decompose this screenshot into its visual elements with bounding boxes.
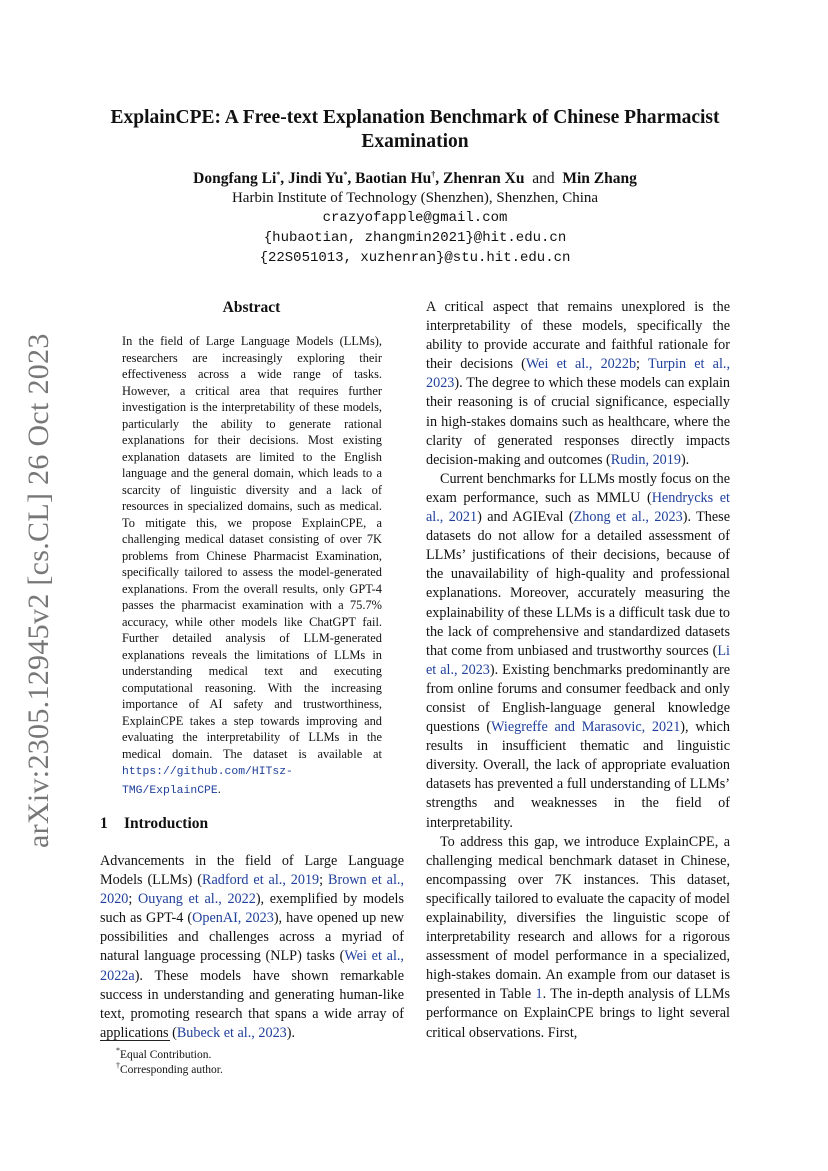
citation-link[interactable]: Wei et al., 2022b bbox=[525, 356, 637, 373]
arxiv-identifier: arXiv:2305.12945v2 [cs.CL] 26 Oct 2023 bbox=[22, 333, 55, 848]
paper-title bbox=[70, 106, 760, 154]
text: ), exemplified by models such as GPT-4 ( bbox=[100, 891, 404, 927]
affiliation: Harbin Institute of Technology (Shenzhen), Shenzhen, China bbox=[231, 190, 599, 206]
text: A critical aspect that remains unexplored is the interpretability of these models, specifically the ability to provide accurate and faithful rationale for their decisions ( bbox=[426, 299, 730, 373]
text: ; bbox=[319, 872, 328, 889]
citation-link[interactable]: Bubeck et al., 2023 bbox=[176, 1024, 287, 1041]
intro-paragraph bbox=[100, 852, 404, 1043]
citation-link[interactable]: Zhong et al., 2023 bbox=[573, 509, 683, 526]
footnote-text: Corresponding author. bbox=[120, 1063, 223, 1076]
dataset-link[interactable]: https://github.com/HITsz-TMG/ExplainCPE bbox=[122, 766, 293, 797]
author-name: Dongfang Li bbox=[193, 170, 277, 188]
citation-link[interactable]: Brown et al., 2020 bbox=[100, 872, 404, 908]
abstract-text bbox=[122, 333, 382, 799]
author-list: Dongfang Li*, Jindi Yu*, Baotian Hu†, Zhenran Xu and Min Zhang bbox=[193, 170, 637, 188]
abstract-period: . bbox=[217, 781, 221, 796]
text: ). Existing benchmarks predominantly are from online forums and consumer feedback and only consist of English-language general knowledge questions ( bbox=[426, 661, 730, 736]
right-column bbox=[426, 298, 730, 1043]
author-name: Zhenran Xu bbox=[443, 170, 525, 188]
citation-link[interactable]: Wiegreffe and Marasovic, 2021 bbox=[491, 719, 681, 736]
email-line: {22S051013, xuzhenran}@stu.hit.edu.cn bbox=[259, 250, 571, 266]
text: Current benchmarks for LLMs mostly focus on the exam performance, such as MMLU ( bbox=[426, 470, 730, 506]
text: ), have opened up new possibilities and challenges across a myriad of natural language processing (NLP) tasks ( bbox=[100, 910, 404, 965]
text: ). bbox=[286, 1024, 296, 1041]
citation-link[interactable]: Rudin, 2019 bbox=[610, 451, 681, 468]
title-line-2: Examination bbox=[361, 131, 469, 152]
footnote-text: Equal Contribution. bbox=[120, 1048, 212, 1061]
citation-link[interactable]: Ouyang et al., 2022 bbox=[137, 891, 256, 908]
section-title: Introduction bbox=[124, 815, 209, 832]
footnote-mark: * bbox=[116, 1046, 120, 1055]
section-heading bbox=[100, 815, 208, 833]
author-mark: † bbox=[431, 170, 436, 179]
text: ; bbox=[636, 356, 648, 373]
email-line: crazyofapple@gmail.com bbox=[322, 210, 508, 226]
citation-link[interactable]: OpenAI, 2023 bbox=[192, 910, 274, 927]
author-name: Jindi Yu bbox=[288, 170, 344, 188]
citation-link[interactable]: Turpin et al., 2023 bbox=[426, 356, 731, 392]
text: ). The degree to which these models can explain their reasoning is of crucial significance, especially in high-stakes domains such as healthcare, where the clarity of generated responses directly impacts decision-making and outcomes ( bbox=[426, 375, 730, 468]
body-paragraph bbox=[426, 470, 730, 833]
author-name: Min Zhang bbox=[562, 170, 637, 188]
table-reference-link[interactable]: 1 bbox=[535, 986, 543, 1003]
section-number: 1 bbox=[100, 815, 108, 832]
footnote bbox=[116, 1046, 211, 1061]
text: Advancements in the field of Large Language Models (LLMs) ( bbox=[100, 853, 404, 889]
abstract-paragraph: In the field of Large Language Models (LLMs), researchers are increasingly exploring their effectiveness across a wide range of tasks. However, a critical area that requires further investigation is the interpretability of these models, particularly the ability to generate rational explanations for their decisions. Most existing explanation datasets are limited to the English language and the general domain, which leads to a scarcity of linguistic diversity and a lack of resources in specialized domains, such as medical. To mitigate this, we propose ExplainCPE, a challenging medical dataset consisting of over 7K problems from Chinese Pharmacist Examination, specifically tailored to assess the model-generated explanations. From the overall results, only GPT-4 passes the pharmacist examination with a 75.7% accuracy, while other models like ChatGPT fail. Further detailed analysis of LLM-generated explanations reveals the limitations of LLMs in understanding medical text and executing computational reasoning. With the increasing importance of AI safety and trustworthiness, ExplainCPE takes a step towards improving and evaluating the interpretability of LLMs in the medical domain. The dataset is available at bbox=[122, 334, 382, 761]
body-paragraph bbox=[426, 833, 730, 1043]
text: ). These models have shown remarkable success in understanding and generating human-like text, promoting research that spans a wide array of applications ( bbox=[100, 967, 404, 1041]
text: ), which results in insufficient thematic and linguistic diversity. Overall, the lack of appropriate evaluation datasets has prevented a full understanding of LLMs’ strengths and weaknesses in the field of interpretability. bbox=[426, 719, 730, 831]
footnote-divider bbox=[100, 1040, 170, 1041]
email-line: {hubaotian, zhangmin2021}@hit.edu.cn bbox=[263, 230, 567, 246]
citation-link[interactable]: Wei et al., 2022a bbox=[100, 948, 404, 984]
footnote bbox=[116, 1061, 223, 1076]
citation-link[interactable]: Hendrycks et al., 2021 bbox=[426, 489, 730, 526]
citation-link[interactable]: Radford et al., 2019 bbox=[202, 872, 320, 889]
citation-link[interactable]: Li et al., 2023 bbox=[426, 642, 730, 678]
abstract-heading: Abstract bbox=[222, 299, 281, 316]
author-conjunction: and bbox=[532, 170, 555, 188]
title-line-1: ExplainCPE: A Free-text Explanation Benchmark of Chinese Pharmacist bbox=[110, 107, 720, 128]
body-paragraph bbox=[426, 298, 730, 470]
footnote-mark: † bbox=[116, 1061, 120, 1070]
text: ). These datasets do not allow for a detailed assessment of LLMs’ justifications of their decisions, because of the unavailability of high-quality and professional explanations. Moreover, accurately measuring the explainability of these LLMs is a difficult task due to the lack of comprehensive and standardized datasets that come from unbiased and trustworthy sources ( bbox=[426, 509, 730, 659]
author-mark: * bbox=[343, 170, 348, 179]
text: ) and AGIEval ( bbox=[477, 509, 574, 526]
author-name: Baotian Hu bbox=[355, 170, 432, 188]
text: . The in-depth analysis of LLMs performance on ExplainCPE brings to light several critical observations. First, bbox=[426, 986, 730, 1041]
text: To address this gap, we introduce ExplainCPE, a challenging medical benchmark dataset in Chinese, encompassing over 7K instances. This dataset, specifically tailored to evaluate the capacity of model explainability, diversifies the linguistic scope of interpretability research and allows for a rigorous assessment of model performance in a specialized, high-stakes domain. An example from our dataset is presented in Table bbox=[426, 833, 730, 1003]
text: ; bbox=[128, 891, 138, 908]
author-mark: * bbox=[276, 170, 281, 179]
text: ). bbox=[680, 451, 690, 468]
